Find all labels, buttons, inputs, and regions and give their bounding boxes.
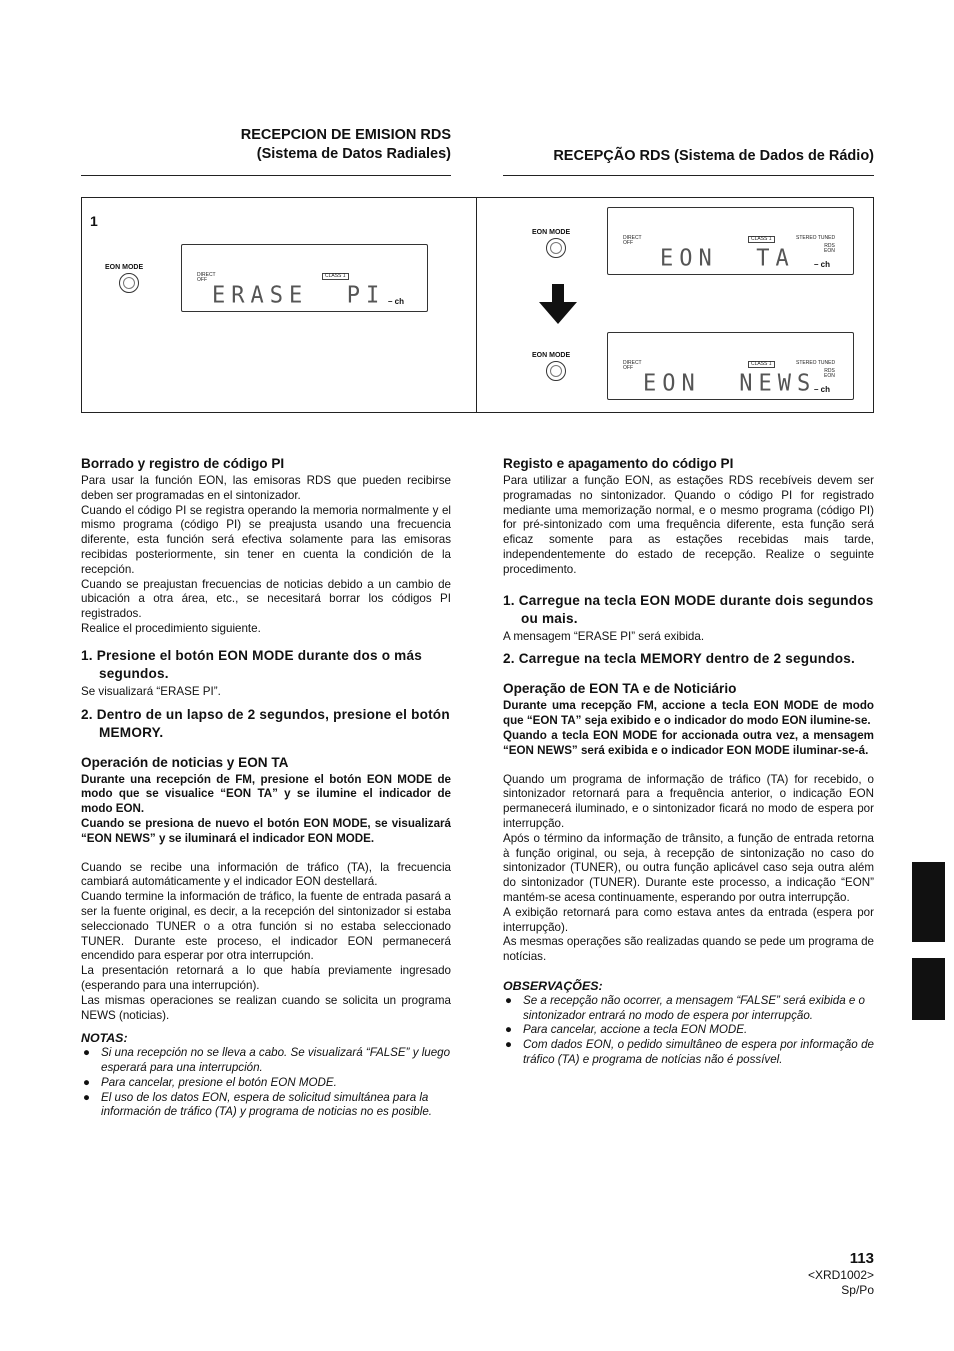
rds-eon-indicator-bottom: RDS EON [824,368,835,379]
side-tab-marker-lower [912,958,945,1020]
es-section2-para3: La presentación retornará a lo que había previamente ingresado (esperando para una interrupción). [81,964,451,992]
direct-off-indicator-bottom: DIRECT OFF [623,360,642,371]
eon-mode-label-top: EON MODE [532,229,571,236]
display-text-bottom: EON NEWS [643,370,817,397]
arrow-down-icon [537,284,579,326]
side-tab-marker-upper [912,862,945,942]
es-section1-para3: Cuando se preajustan frecuencias de noticias debido a un cambio de ubicación a otra área, etc., se necesitará borrar los códigos PI registrados. [81,577,451,621]
pt-section2-title: Operação de EON TA e de Noticiário [503,681,737,697]
figure-divider [476,198,477,412]
es-section2-title: Operación de noticias y EON TA [81,754,289,770]
eon-mode-button[interactable] [119,273,139,293]
display-text-top: EON TA [660,245,795,272]
pt-section2-para3: A exibição retornará para como estava antes da entrada (espera por interrupção). [503,905,874,934]
pt-note-item: ● Se a recepção não ocorrer, a mensagem “FALSE” será exibida e o sintonizador entrará no modo de espera por interrupção. [505,993,865,1022]
es-section1-para4: Realice el procedimiento siguiente. [81,621,261,635]
es-title-line1: RECEPCION DE EMISION RDS [240,127,451,143]
es-title-line2: (Sistema de Datos Radiales) [256,146,451,162]
stereo-tuned-indicator-top: STEREO TUNED [796,235,836,241]
es-section2-para2: Cuando termine la información de tráfico, la fuente de entrada pasará a ser la fuente original, es decir, a la recepción del sintonizador si estaba seleccionado TUNER o a otra función si no estaba seleccionado TUNER. Durante este proceso, el indicador EON permanecerá encendido para esperar por otra interrupción. [81,890,451,963]
es-notes-title: NOTAS: [81,1031,128,1046]
es-section1-title: Borrado y registro de código PI [81,456,285,471]
pt-section2-bold2: Quando a tecla EON MODE for accionada outra vez, a mensagem “EON NEWS” será exibida e o indicador EON MODE iluminar-se-á. [503,728,874,757]
pt-notes-list [503,994,874,1068]
es-header-rule [81,175,451,176]
es-section2-para4: Las mismas operaciones se realizan cuando se solicita un programa NEWS (noticias). [81,993,451,1022]
pt-page-title: RECEPÇÃO RDS (Sistema de Dados de Rádio) [553,148,874,164]
es-section2-bold2: Cuando se presiona de nuevo el botón EON MODE, se visualizará “EON NEWS” y se iluminará el indicador EON MODE. [81,816,451,845]
display-eon-ta [607,207,854,275]
es-step1: 1. Presione el botón EON MODE durante dos o más segundos. [81,647,422,681]
pt-note-item: ● Para cancelar, accione a tecla EON MODE. [505,1023,748,1037]
pt-section2-para1: Quando um programa de informação de tráfico (TA) for recebido, o sintonizador retornará para a frequência anterior, o indicação EON permanecerá iluminado, e o sintonizador ficará no modo de espera por interrupção. [503,772,874,830]
pt-section2-bold1: Durante uma recepção FM, accione a tecla EON MODE de modo que “EON TA” seja exibido e o indicador do modo EON ilumine-se. [503,699,874,728]
es-note-item: ● El uso de los datos EON, espera de solicitud simultánea para la información de tráfico (TA) y programa de noticias no es posible. [83,1090,433,1119]
pt-step1-note: A mensagem “ERASE PI” será exibida. [503,629,705,643]
es-notes-list [81,1046,451,1120]
language-code: Sp/Po [841,1283,874,1297]
pt-step1: 1. Carregue na tecla EON MODE durante dois segundos ou mais. [503,592,874,626]
es-step2: 2. Dentro de un lapso de 2 segundos, presione el botón MEMORY. [81,706,450,740]
es-page-title [229,126,451,164]
spanish-column [81,455,451,1120]
page-number: 113 [849,1250,874,1267]
pt-section2-para2: Após o término da informação de trânsito, a função de entrada retorna à função original, ou seja, à recepção de sintonização no caso do sintonizador (TUNER), ou outra função aplicável caso seja outra além do sintonizador (TUNER). Durante este processo, a indicação “EON” mantém-se acesa continuamente, esperando por outra interrupção. [503,831,874,904]
es-note-item: ● Si una recepción no se lleva a cabo. Se visualizará “FALSE” y luego esperará para una interrupción. [83,1046,451,1074]
class-indicator-top: CLASS 1 [748,236,775,243]
pt-note-item: ● Com dados EON, o pedido simultâneo de espera por informação de tráfico (TA) e programa de notícias não é possível. [505,1038,874,1066]
model-code: <XRD1002> [807,1268,874,1282]
direct-off-indicator: DIRECT OFF [197,272,216,283]
pt-step2: 2. Carregue na tecla MEMORY dentro de 2 segundos. [503,651,855,667]
display-eon-news [607,332,854,400]
channel-indicator: – ch [388,297,405,306]
page-footer [760,1250,874,1298]
eon-mode-label-bottom: EON MODE [532,352,571,359]
es-section1-para2: Cuando el código PI se registra operando la memoria normalmente y el mismo programa (código PI) se preajusta usando una frecuencia diferente, esta función será efectiva solamente para las emisoras recibidas posteriormente, sin tener en cuenta la condición de la recepción. [81,503,451,576]
es-section2-para1: Cuando se recibe una información de tráfico (TA), la frecuencia cambiará automáticamente y el indicador EON destellará. [81,860,451,889]
es-note-item: ● Para cancelar, presione el botón EON MODE. [83,1075,337,1089]
direct-off-indicator-top: DIRECT OFF [623,235,642,246]
channel-indicator-top: – ch [814,260,831,269]
eon-mode-label: EON MODE [105,264,144,271]
class-indicator-bottom: CLASS 1 [748,361,775,368]
rds-eon-indicator-top: RDS EON [824,243,835,254]
eon-mode-button-bottom[interactable] [546,361,566,381]
stereo-tuned-indicator-bottom: STEREO TUNED [796,360,836,366]
pt-section1-para1: Para utilizar a função EON, as estações RDS recebíveis devem ser programadas no sintonizador. Quando o código PI for registrado mediante uma memorização normal, e o mesmo programa (código PI) for pré-sintonizado com uma frequência diferente, esta função será eficaz somente para as estações recebidas mais tarde, independentemente do estado de recepção. Realize o seguinte procedimento. [503,474,874,576]
es-section1-para1: Para usar la función EON, las emisoras RDS que pueden recibirse deben ser programadas en el sintonizador. [81,474,451,502]
pt-header-rule [503,175,874,176]
eon-mode-button-top[interactable] [546,238,566,258]
pt-section1-title: Registo e apagamento do código PI [503,456,734,471]
display-erase-pi [181,244,428,312]
es-section2-bold1: Durante una recepción de FM, presione el botón EON MODE de modo que se visualice “EON TA” y se ilumine el indicador de modo EON. [81,772,451,816]
display-text: ERASE PI [212,282,386,309]
channel-indicator-bottom: – ch [814,385,831,394]
pt-section2-para4: As mesmas operações são realizadas quando se pede um programa de notícias. [503,935,874,964]
portuguese-column [503,455,874,1068]
pt-notes-title: OBSERVAÇÕES: [503,978,603,993]
class-indicator: CLASS 1 [322,273,349,280]
step-number: 1 [90,213,98,229]
es-step1-note: Se visualizará “ERASE PI”. [81,684,221,698]
